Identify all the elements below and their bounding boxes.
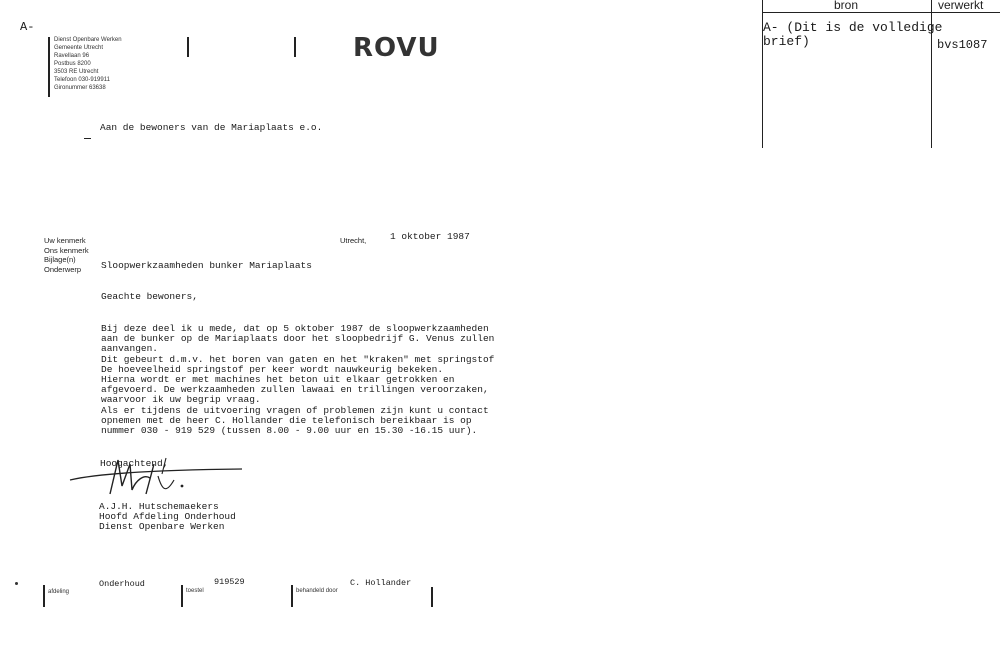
sender-line: Gemeente Utrecht [54, 45, 104, 51]
footer-behandeld-value: C. Hollander [350, 578, 412, 588]
page-marker: A- [20, 20, 35, 34]
signatory-title: Hoofd Afdeling Onderhoud [99, 511, 236, 523]
signatory-department: Dienst Openbare Werken [99, 521, 225, 533]
reference-label-bijlagen: Bijlage(n) [44, 255, 76, 264]
table-verwerkt-code: bvs1087 [937, 38, 988, 52]
footer-afdeling-value: Onderhoud [99, 579, 145, 589]
sender-line: Dienst Openbare Werken [54, 37, 122, 43]
place: Utrecht, [340, 236, 367, 245]
letter-body [101, 324, 494, 436]
rovu-logo: ROVU [353, 33, 440, 63]
footer-divider [431, 587, 433, 607]
signature [66, 450, 256, 500]
body-line: Dit gebeurt d.m.v. het boren van gaten en het "kraken" met springstof [101, 353, 495, 365]
signatory-name: A.J.H. Hutschemaekers [99, 501, 219, 512]
body-line: Hierna wordt er met machines het beton uit elkaar getrokken en [101, 374, 455, 386]
table-header-line [762, 12, 1000, 13]
footer-toestel-label: toestel [186, 588, 204, 594]
bron-note-line: brief) [763, 34, 810, 49]
body-line: aanvangen. [101, 343, 159, 355]
sender-line: Gironummer 63638 [54, 85, 106, 91]
body-line: De hoeveelheid springstof per keer wordt nauwkeurig bekeken. [101, 363, 444, 375]
scan-dot [15, 582, 18, 585]
body-line: Bij deze deel ik u mede, dat op 5 oktober 1987 de sloopwerkzaamheden [101, 323, 489, 334]
reference-label-ons-kenmerk: Ons kenmerk [44, 245, 89, 255]
body-line: aan de bunker op de Mariaplaats door het sloopbedrijf G. Venus zullen [101, 333, 495, 345]
body-line: waarvoor ik uw begrip vraag. [101, 394, 261, 406]
table-header-verwerkt: verwerkt [938, 0, 984, 12]
letterhead-bar [48, 37, 50, 97]
body-line: afgevoerd. De werkzaamheden zullen lawaai en trillingen veroorzaken, [101, 384, 489, 396]
body-line: Als er tijdens de uitvoering vragen of problemen zijn kunt u contact [101, 404, 489, 416]
addressee: Aan de bewoners van de Mariaplaats e.o. [100, 122, 323, 133]
footer-toestel-value: 919529 [214, 577, 245, 587]
footer-divider [43, 585, 45, 607]
address-window-mark [84, 138, 91, 139]
reference-label-onderwerp: Onderwerp [44, 264, 82, 274]
reference-label-uw-kenmerk: Uw kenmerk [44, 236, 86, 245]
sender-block [54, 36, 122, 92]
signatory [99, 502, 236, 533]
table-header-bron: bron [834, 0, 859, 12]
letter-date: 1 oktober 1987 [390, 231, 470, 242]
body-line: nummer 030 - 919 529 (tussen 8.00 - 9.00 uur en 15.30 -16.15 uur). [101, 425, 478, 437]
sender-line: Ravellaan 96 [54, 53, 90, 59]
footer-behandeld-label: behandeld door [296, 588, 338, 594]
sender-line: 3503 RE Utrecht [54, 69, 99, 75]
sender-line: Postbus 8200 [54, 61, 91, 67]
letterhead-divider [294, 37, 296, 57]
closing: Hoogachtend, [100, 458, 169, 469]
reference-labels [44, 236, 89, 274]
footer-divider [291, 585, 293, 607]
subject: Sloopwerkzaamheden bunker Mariaplaats [101, 260, 312, 271]
salutation: Geachte bewoners, [101, 291, 198, 302]
bron-note-line: A- (Dit is de volledige [763, 20, 943, 35]
footer-afdeling-label: afdeling [48, 589, 70, 595]
table-bron-note [763, 21, 942, 49]
letterhead-divider [187, 37, 189, 57]
body-line: opnemen met de heer C. Hollander die telefonisch bereikbaar is op [101, 414, 472, 426]
footer-divider [181, 585, 183, 607]
sender-line: Telefoon 030-919911 [54, 77, 110, 83]
